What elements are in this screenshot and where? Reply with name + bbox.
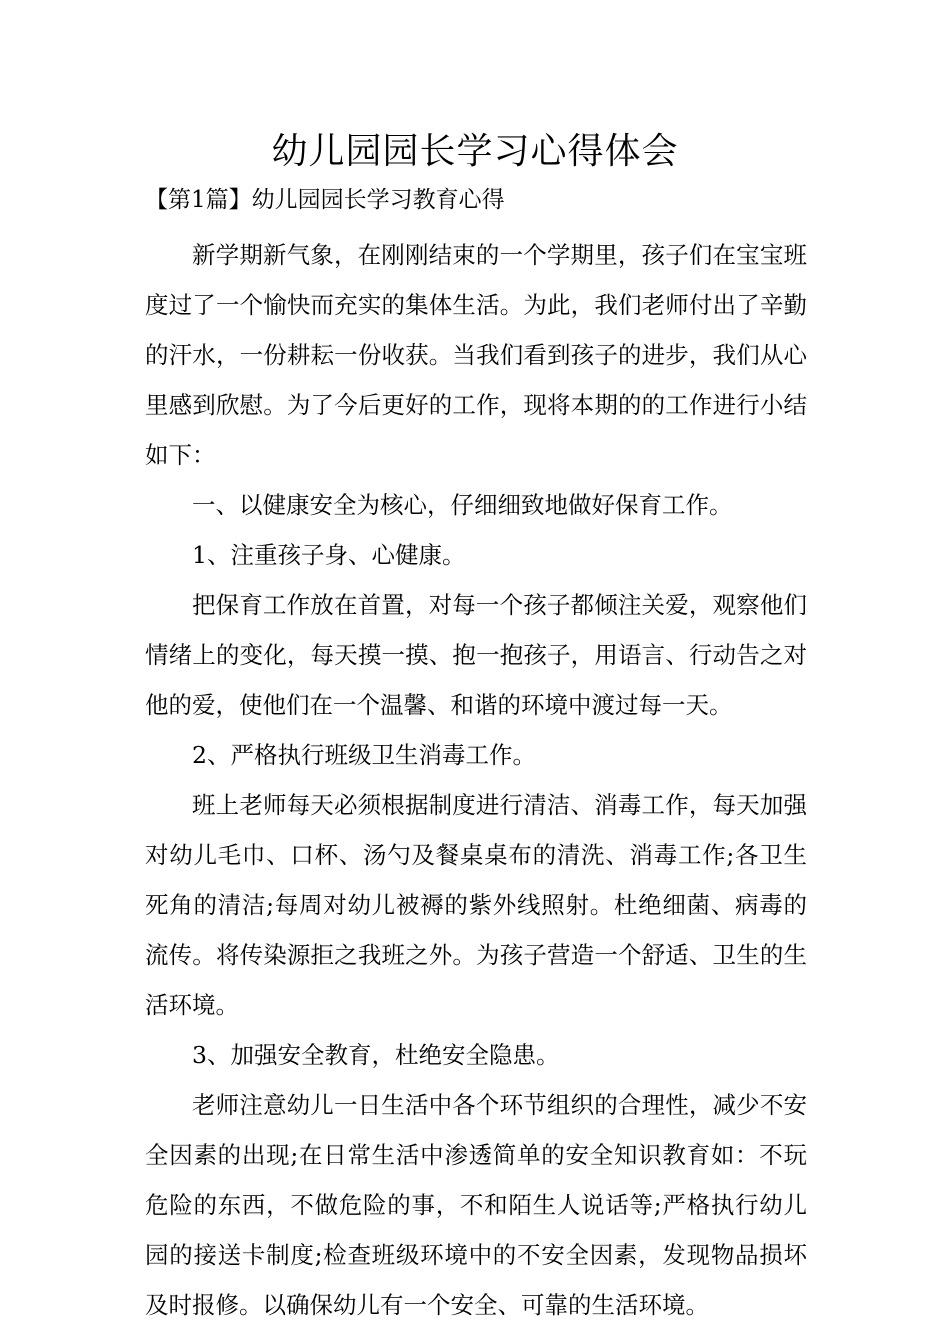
paragraph-subheading-1: 1、注重孩子身、心健康。	[192, 541, 466, 569]
paragraph-safety: 老师注意幼儿一日生活中各个环节组织的合理性，减少不安全因素的出现;在日常生活中渗透简单的安全知识教育如：不玩危险的东西，不做危险的事，不和陌生人说话等;严格执行幼儿园的接送卡制度;检查班级环境中的不安全因素，发现物品损坏及时报修。以确保幼儿有一个安全、可靠的生活环境。	[145, 1091, 807, 1319]
document-title: 幼儿园园长学习心得体会	[271, 131, 679, 172]
paragraph-heading-health-safety: 一、以健康安全为核心，仔细细致地做好保育工作。	[192, 491, 733, 519]
paragraph-hygiene: 班上老师每天必须根据制度进行清洁、消毒工作，每天加强对幼儿毛巾、口杯、汤勺及餐桌桌布的清洗、消毒工作;各卫生死角的清洁;每周对幼儿被褥的紫外线照射。杜绝细菌、病毒的流传。将传染源拒之我班之外。为孩子营造一个舒适、卫生的生活环境。	[145, 791, 807, 1019]
paragraph-intro: 新学期新气象，在刚刚结束的一个学期里，孩子们在宝宝班度过了一个愉快而充实的集体生活。为此，我们老师付出了辛勤的汗水，一份耕耘一份收获。当我们看到孩子的进步，我们从心里感到欣慰。为了今后更好的工作，现将本期的的工作进行小结如下：	[145, 241, 807, 469]
paragraph-care-work: 把保育工作放在首置，对每一个孩子都倾注关爱，观察他们情绪上的变化，每天摸一摸、抱一抱孩子，用语言、行动告之对他的爱，使他们在一个温馨、和谐的环境中渡过每一天。	[145, 591, 807, 719]
section-heading: 【第1篇】幼儿园园长学习教育心得	[145, 187, 505, 213]
paragraph-subheading-3: 3、加强安全教育，杜绝安全隐患。	[192, 1041, 560, 1069]
document-body	[145, 230, 807, 1330]
paragraph-subheading-2: 2、严格执行班级卫生消毒工作。	[192, 741, 536, 769]
